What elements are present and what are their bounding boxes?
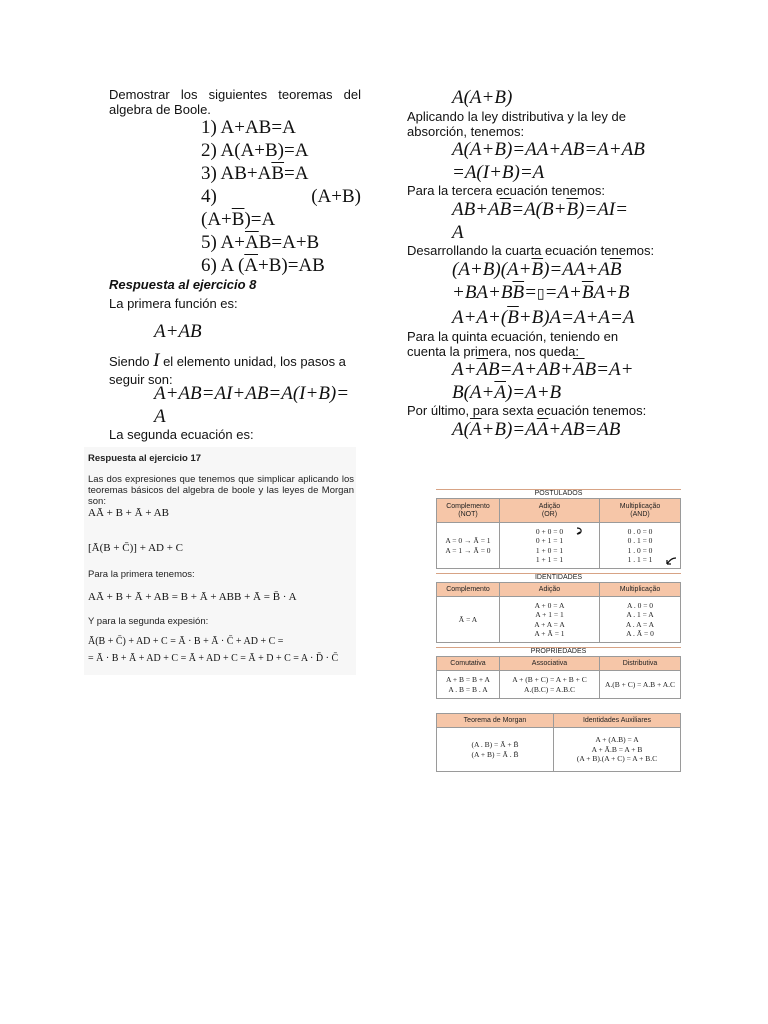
identidades-table [436, 582, 681, 643]
resp8-title: Respuesta al ejercicio 8 [109, 277, 257, 292]
resp17-title: Respuesta al ejercicio 17 [88, 453, 202, 464]
eq-tercera: $AB+A\overline{B}=A(B+\overline{B})=AI=$ A [452, 199, 628, 243]
resp17-segunda: Y para la segunda expesión: [88, 616, 209, 627]
propriedades-header-com: Comutativa [437, 657, 500, 671]
eq-pasos: A+AB=AI+AB=A(I+B)= A [154, 383, 350, 427]
hand-arrow-mark [664, 556, 678, 566]
theorem-1: 1) A+AB=A [201, 117, 296, 138]
siendo-text: Siendo I el elemento unidad, los pasos a seguir son: [109, 350, 346, 387]
postulados-header-or: Adição (OR) [500, 499, 600, 523]
exercise-17-image [84, 447, 356, 675]
eq-distributiva: A(A+B)=AA+AB=A+AB =A(I+B)=A [452, 139, 645, 183]
resp17-sol2-l1: Ā(B + C̄) + AD + C = Ā · B + Ā · C̄ + AD + C = [88, 636, 284, 647]
identidades-header-and: Multiplicação [600, 583, 681, 597]
tercera-label: Para la tercera ecuación tenemos: [407, 183, 605, 198]
morgan-cell: (A . B) = Ā + B̄ (A + B) = Ā . B̄ [437, 728, 554, 772]
propriedades-header-assoc: Associativa [500, 657, 600, 671]
eq-sexta: $A(\overline{A}+B)=A\overline{A}+AB=AB$ [452, 419, 621, 440]
theorem-4-line2: $(A+\overline{B})=A$ [201, 209, 276, 230]
postulados-not-cell: A = 0 → Ā = 1 A = 1 → Ā = 0 [437, 523, 500, 569]
resp17-primera: Para la primera tenemos: [88, 569, 195, 580]
intro-text: Demostrar los siguientes teoremas del algebra de Boole. [109, 87, 361, 117]
identidades-header-not: Complemento [437, 583, 500, 597]
primera-label: La primera función es: [109, 296, 238, 311]
identidades-band: IDENTIDADES [436, 573, 681, 581]
postulados-and-cell: 0 . 0 = 0 0 . 1 = 0 1 . 0 = 0 1 . 1 = 1 [600, 523, 681, 569]
resp17-sol2-l2: = Ā · B + Ā + AD + C = Ā + AD + C = Ā + D + C = A · D̄ · C̄ [88, 653, 339, 664]
identidades-and-cell: A . 0 = 0 A . 1 = A A . A = A A . Ā = 0 [600, 597, 681, 643]
theorem-3: 3) $AB+A\overline{B}=A$ [201, 163, 309, 184]
resp17-expr1: AĀ + B + Ā + AB [88, 507, 169, 519]
propriedades-band: PROPRIEDADES [436, 647, 681, 655]
quinta-text: Para la quinta ecuación, teniendo en cuenta la primera, nos queda: [407, 329, 619, 359]
identidades-header-or: Adição [500, 583, 600, 597]
resp17-intro: Las dos expresiones que tenemos que simplicar aplicando los teoremas básicos del algebra de boole y las leyes de Morgan son: [88, 474, 354, 507]
eq-cuarta: $(A+B)(A+\overline{B})=AA+A\overline{B}$ $+BA+B\overline{B}=▯=A+\overline{B}A+B$ $A+A+(\overline{B}+B)A=A+A=A$ [452, 259, 635, 328]
theorem-2: 2) A(A+B)=A [201, 140, 309, 161]
postulados-header-not: Complemento (NOT) [437, 499, 500, 523]
postulados-header-and: Multiplicação (AND) [600, 499, 681, 523]
aux-header: Identidades Auxiliares [554, 714, 681, 728]
postulados-or-cell: 0 + 0 = 0 0 + 1 = 1 1 + 0 = 1 1 + 1 = 1 [500, 523, 600, 569]
postulados-band: POSTULADOS [436, 489, 681, 497]
morgan-table [436, 713, 681, 772]
identidades-not-cell: Ā = A [437, 597, 500, 643]
morgan-header: Teorema de Morgan [437, 714, 554, 728]
resp17-expr2: [Ā(B + C̄)] + AD + C [88, 542, 183, 554]
postulados-table [436, 498, 681, 569]
theorem-list [201, 116, 361, 208]
propriedades-com-cell: A + B = B + A A . B = B . A [437, 671, 500, 699]
hand-arrow-mark [575, 526, 585, 536]
resp17-sol1: AĀ + B + Ā + AB = B + Ā + ABB + Ā = B̄ · A [88, 591, 297, 603]
theorem-4: 4) (A+B) [201, 186, 361, 207]
segunda-label: La segunda ecuación es: [109, 427, 254, 442]
aplicando-text: Aplicando la ley distributiva y la ley de absorción, tenemos: [407, 109, 626, 139]
aux-cell: A + (A.B) = A A + Ā.B = A + B (A + B).(A + C) = A + B.C [554, 728, 681, 772]
theorem-5: 5) $A+\overline{A}B=A+B$ [201, 232, 320, 253]
eq-quinta: $A+\overline{A}B=A+AB+\overline{A}B=A+$ $B(A+\overline{A})=A+B$ [452, 359, 634, 403]
eq-primera: A+AB [154, 321, 202, 342]
propriedades-table [436, 656, 681, 699]
propriedades-dist-cell: A.(B + C) = A.B + A.C [600, 671, 681, 699]
identidades-or-cell: A + 0 = A A + 1 = 1 A + A = A A + Ā = 1 [500, 597, 600, 643]
cuarta-label: Desarrollando la cuarta ecuación tenemos: [407, 243, 655, 258]
propriedades-assoc-cell: A + (B + C) = A + B + C A.(B.C) = A.B.C [500, 671, 600, 699]
theorem-6: 6) A $(\overline{A}+B)=AB$ [201, 255, 325, 276]
eq-top: A(A+B) [452, 87, 513, 108]
propriedades-header-dist: Distributiva [600, 657, 681, 671]
ultimo-label: Por último, para sexta ecuación tenemos: [407, 403, 647, 418]
